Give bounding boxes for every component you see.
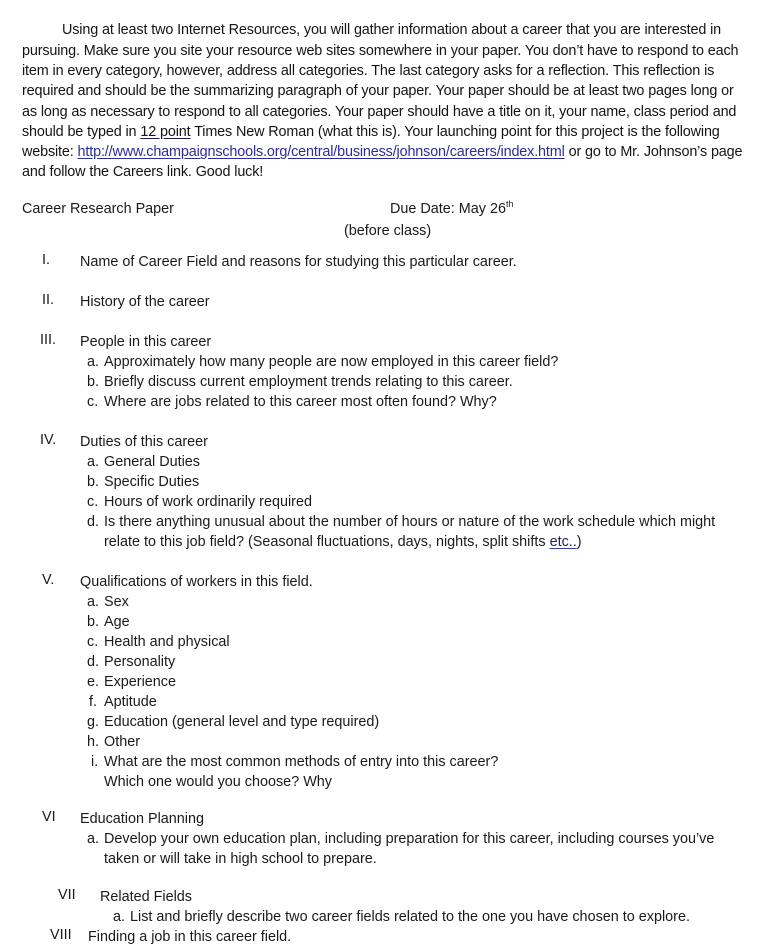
due-date-ordinal-suffix: th	[505, 199, 514, 210]
subitem-marker-V-h: h.	[87, 734, 100, 750]
subitem-text-V-i-line2: Which one would you choose? Why	[104, 774, 332, 790]
subitem-marker-VI-a: a.	[87, 831, 100, 847]
subitem-text-IV-a: General Duties	[104, 454, 200, 470]
subitem-marker-IV-a: a.	[87, 454, 100, 470]
subitem-text-VII-a: List and briefly describe two career fields related to the one you have chosen to explore.	[130, 909, 690, 925]
subitem-list-III	[0, 352, 768, 412]
subitem-marker-V-a: a.	[87, 594, 100, 610]
subitem-VI-a	[0, 829, 768, 869]
subitem-text-VI-a: Develop your own education plan, including preparation for this career, including courses you’ve taken or will take in high school to prepare.	[104, 831, 715, 867]
outline-section-4	[0, 432, 768, 552]
subitem-III-a	[0, 352, 768, 372]
subitem-list-VI	[0, 829, 768, 869]
subitem-marker-III-a: a.	[87, 354, 100, 370]
subitem-marker-IV-c: c.	[87, 494, 99, 510]
subitem-text-IV-d	[0, 512, 768, 552]
page-title: Career Research Paper	[22, 201, 174, 217]
section-heading-II: History of the career	[80, 294, 210, 310]
intro-paragraph	[22, 20, 750, 182]
subitem-text-V-f: Aptitude	[104, 694, 157, 710]
subitem-marker-V-e: e.	[87, 674, 100, 690]
section-numeral-I: I.	[42, 252, 50, 268]
subitem-text-V-h: Other	[104, 734, 140, 750]
subitem-IV-b	[0, 472, 768, 492]
outline-section-2	[0, 292, 768, 312]
subitem-IV-d-tail: )	[576, 534, 582, 550]
before-class-note: (before class)	[344, 223, 432, 239]
subitem-text-V-i: What are the most common methods of entry into this career?	[104, 754, 499, 770]
subitem-V-g	[0, 712, 768, 732]
subitem-marker-V-d: d.	[87, 654, 100, 670]
section-numeral-II: II.	[42, 292, 54, 308]
subitem-text-V-c: Health and physical	[104, 634, 230, 650]
subitem-text-III-a: Approximately how many people are now employed in this career field?	[104, 354, 559, 370]
outline-section-8	[0, 927, 768, 947]
subitem-V-f	[0, 692, 768, 712]
subitem-marker-III-b: b.	[87, 374, 100, 390]
subitem-text-V-d: Personality	[104, 654, 176, 670]
section-numeral-VI: VI	[42, 809, 56, 825]
section-heading-V: Qualifications of workers in this field.	[80, 574, 313, 590]
outline-section-1	[0, 252, 768, 272]
subitem-text-IV-b: Specific Duties	[104, 474, 200, 490]
subitem-marker-V-g: g.	[87, 714, 100, 730]
subitem-text-V-a: Sex	[104, 594, 129, 610]
subitem-VII-a	[0, 907, 768, 927]
intro-text-part-3: or go to Mr. Johnson’s page and follow the Careers link. Good luck!	[22, 144, 743, 181]
section-numeral-IV: IV.	[40, 432, 57, 448]
subitem-marker-V-f: f.	[89, 694, 97, 710]
twelve-point-underlined-text: 12 point	[140, 123, 191, 140]
section-numeral-VIII: VIII	[50, 927, 72, 943]
section-heading-VIII: Finding a job in this career field.	[88, 929, 292, 945]
subitem-marker-V-i: i.	[91, 754, 99, 770]
outline-section-7	[0, 887, 768, 927]
section-numeral-III: III.	[40, 332, 56, 348]
section-heading-VII: Related Fields	[100, 889, 192, 905]
subitem-V-a	[0, 592, 768, 612]
subitem-text-IV-c: Hours of work ordinarily required	[104, 494, 312, 510]
subitem-marker-III-c: c.	[87, 394, 99, 410]
subitem-V-d	[0, 652, 768, 672]
etc-hyperlink[interactable]: etc..	[549, 534, 577, 550]
subitem-IV-d-main: Is there anything unusual about the number of hours or nature of the work schedule which might relate to this job field? (Seasonal fluctuations, days, nights, split shifts	[104, 514, 716, 550]
subitem-text-V-b: Age	[104, 614, 130, 630]
outline-section-5	[0, 572, 768, 792]
subitem-III-c	[0, 392, 768, 412]
subitem-text-V-e: Experience	[104, 674, 176, 690]
subitem-marker-V-b: b.	[87, 614, 100, 630]
subitem-marker-V-c: c.	[87, 634, 99, 650]
subitem-V-b	[0, 612, 768, 632]
subitem-list-V	[0, 592, 768, 792]
subitem-V-c	[0, 632, 768, 652]
subitem-text-III-b: Briefly discuss current employment trends relating to this career.	[104, 374, 513, 390]
subitem-list-VII	[0, 907, 768, 927]
subitem-IV-a	[0, 452, 768, 472]
subitem-IV-c	[0, 492, 768, 512]
subitem-III-b	[0, 372, 768, 392]
careers-website-hyperlink[interactable]: http://www.champaignschools.org/central/business/johnson/careers/index.html	[77, 144, 565, 161]
subitem-V-i	[0, 752, 768, 792]
outline-section-3	[0, 332, 768, 412]
subitem-V-e	[0, 672, 768, 692]
subitem-V-h	[0, 732, 768, 752]
subitem-marker-VII-a: a.	[113, 909, 126, 925]
outline-section-6	[0, 809, 768, 869]
subitem-marker-IV-b: b.	[87, 474, 100, 490]
due-date-label: Due Date: May 26	[390, 201, 506, 217]
section-numeral-V: V.	[42, 572, 55, 588]
subitem-IV-d	[0, 512, 768, 552]
section-heading-IV: Duties of this career	[80, 434, 208, 450]
subitem-marker-IV-d: d.	[87, 514, 100, 530]
subitem-text-V-g: Education (general level and type required)	[104, 714, 380, 730]
section-heading-III: People in this career	[80, 334, 212, 350]
subitem-text-III-c: Where are jobs related to this career most often found? Why?	[104, 394, 497, 410]
section-heading-I: Name of Career Field and reasons for studying this particular career.	[80, 254, 517, 270]
intro-text-part-1: Using at least two Internet Resources, you will gather information about a career that you are interested in pursuing. Make sure you site your resource web sites somewhere in your paper. You don’t have to respond to each item in every category, however, address all categories. The last category asks for a reflection. This reflection is required and should be the summarizing paragraph of your paper. Your paper should be at least two pages long or as long as necessary to respond to all categories. Your paper should have a title on it, your name, class period and should be typed in	[22, 22, 739, 140]
section-heading-VI: Education Planning	[80, 811, 205, 827]
section-numeral-VII: VII	[58, 887, 76, 903]
subitem-list-IV	[0, 452, 768, 552]
due-date	[390, 199, 513, 219]
intro-text-part-2: Times New Roman (what this is). Your launching point for this project is the following website:	[22, 123, 720, 161]
